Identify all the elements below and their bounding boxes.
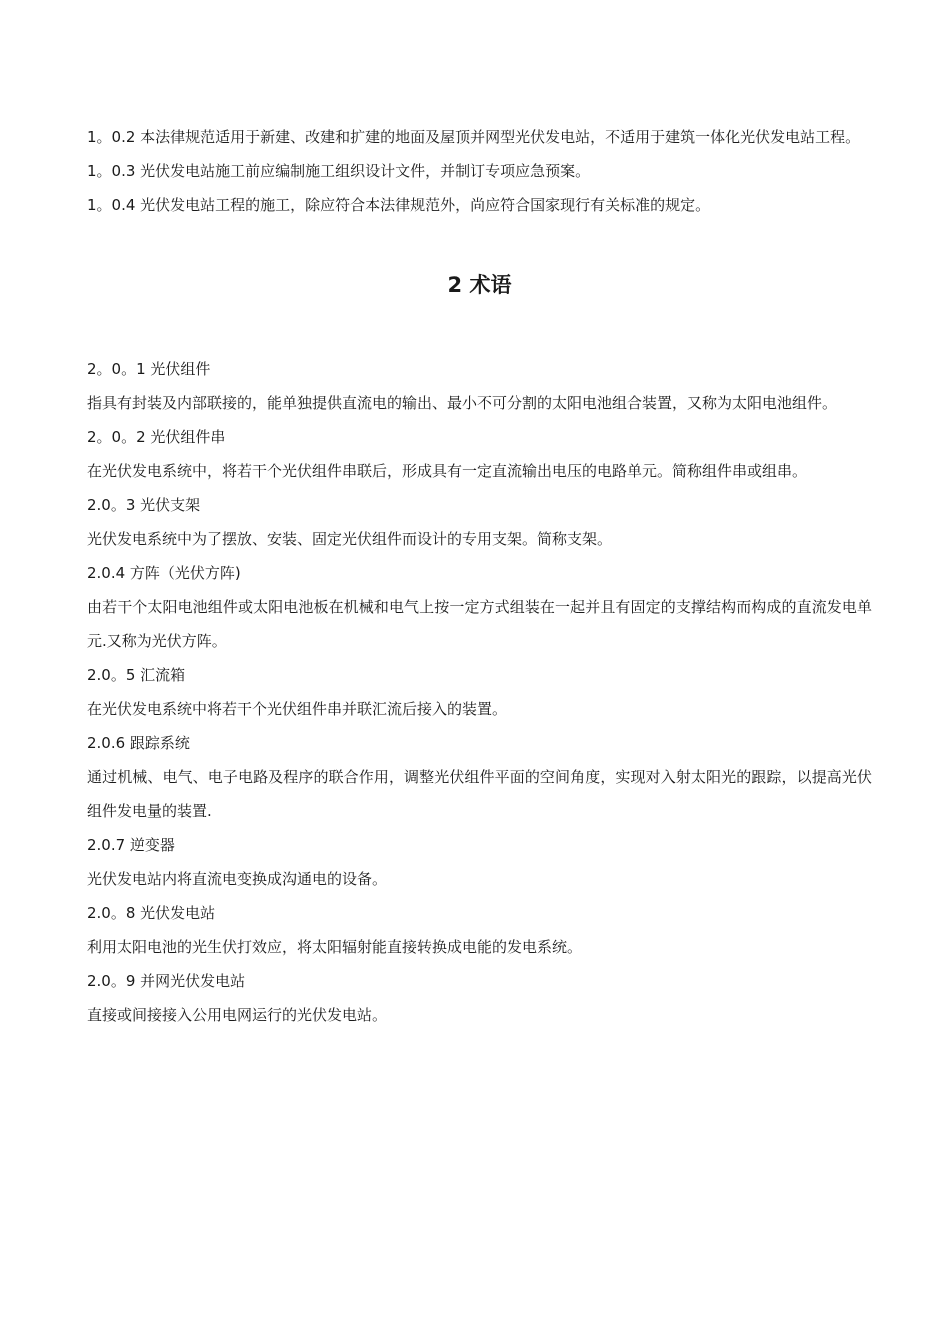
term-title: 2.0.7 逆变器 <box>87 836 175 854</box>
term-definition: 光伏发电站内将直流电变换成沟通电的设备。 <box>87 870 388 888</box>
clause-1-0-4: 1。0.4 光伏发电站工程的施工，除应符合本法律规范外，尚应符合国家现行有关标准的规定。 <box>87 196 711 214</box>
term-definition: 指具有封装及内部联接的，能单独提供直流电的输出、最小不可分割的太阳电池组合装置，又称为太阳电池组件。 <box>87 394 838 412</box>
term-title: 2.0。8 光伏发电站 <box>87 904 216 922</box>
term-title: 2.0。3 光伏支架 <box>87 496 201 514</box>
clause-1-0-2: 1。0.2 本法律规范适用于新建、改建和扩建的地面及屋顶并网型光伏发电站，不适用于建筑一体化光伏发电站工程。 <box>87 128 861 146</box>
term-definition: 通过机械、电气、电子电路及程序的联合作用，调整光伏组件平面的空间角度，实现对入射太阳光的跟踪，以提高光伏组件发电量的装置. <box>87 768 872 820</box>
clause-1-0-3: 1。0.3 光伏发电站施工前应编制施工组织设计文件，并制订专项应急预案。 <box>87 162 591 180</box>
term-title: 2.0.4 方阵（光伏方阵) <box>87 564 241 582</box>
term-definition: 光伏发电系统中为了摆放、安装、固定光伏组件而设计的专用支架。简称支架。 <box>87 530 613 548</box>
term-definition: 利用太阳电池的光生伏打效应，将太阳辐射能直接转换成电能的发电系统。 <box>87 938 583 956</box>
term-title: 2。0。2 光伏组件串 <box>87 428 226 446</box>
term-title: 2。0。1 光伏组件 <box>87 360 211 378</box>
section-heading: 2 术语 <box>447 273 512 297</box>
term-definition: 在光伏发电系统中将若干个光伏组件串并联汇流后接入的装置。 <box>87 700 508 718</box>
document-page <box>87 120 872 1032</box>
term-title: 2.0。9 并网光伏发电站 <box>87 972 246 990</box>
term-title: 2.0.6 跟踪系统 <box>87 734 190 752</box>
term-list <box>87 352 872 1032</box>
term-definition: 直接或间接接入公用电网运行的光伏发电站。 <box>87 1006 388 1024</box>
term-definition: 由若干个太阳电池组件或太阳电池板在机械和电气上按一定方式组装在一起并且有固定的支撑结构而构成的直流发电单元.又称为光伏方阵。 <box>87 598 872 650</box>
term-definition: 在光伏发电系统中，将若干个光伏组件串联后，形成具有一定直流输出电压的电路单元。简称组件串或组串。 <box>87 462 808 480</box>
term-title: 2.0。5 汇流箱 <box>87 666 186 684</box>
